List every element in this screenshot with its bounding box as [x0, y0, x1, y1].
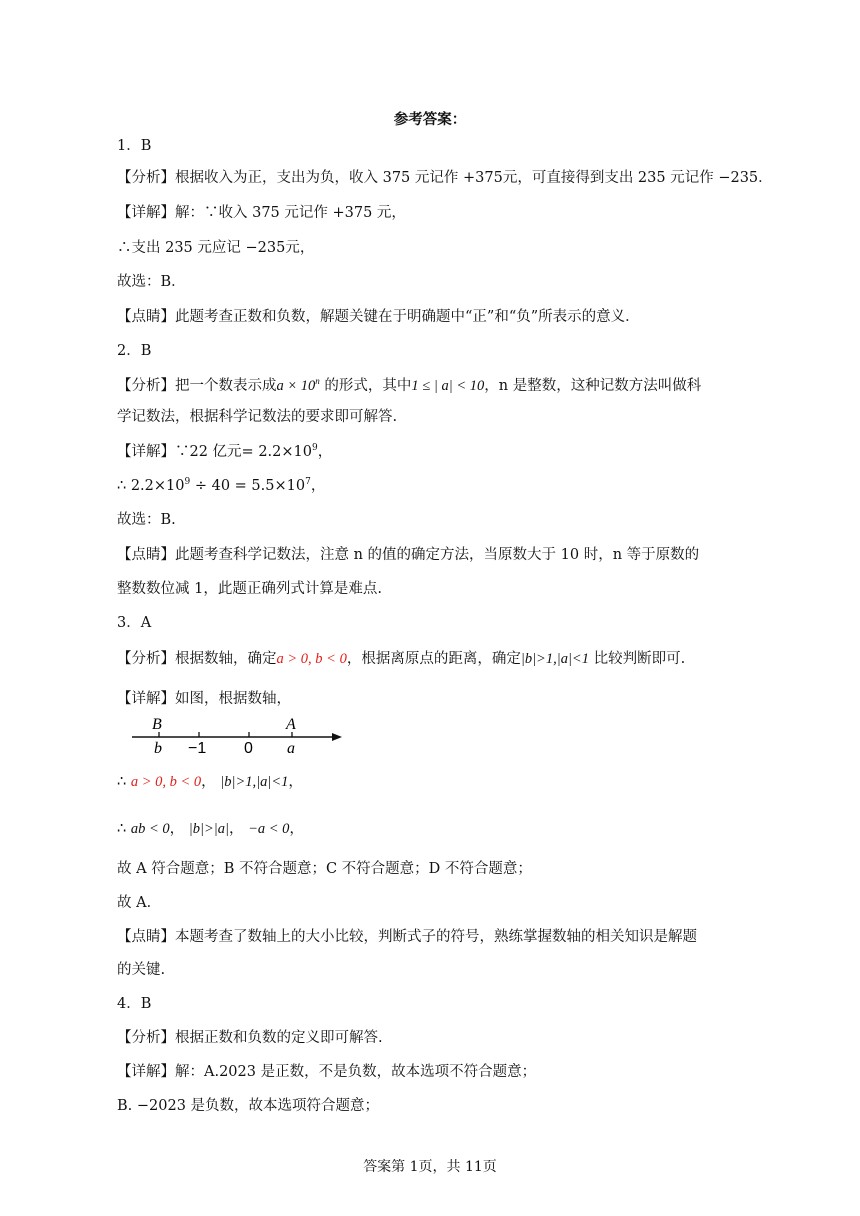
q3-number: 3．A	[117, 615, 152, 631]
page-footer: 答案第 1页，共 11页	[363, 1159, 497, 1175]
q3-step2: ∴ ab < 0， |b|>|a|， −a < 0，	[117, 821, 304, 837]
label-minus-1: −1	[188, 740, 207, 757]
q3-detail: 【详解】如图，根据数轴，	[117, 691, 291, 707]
q1-choose: 故选：B．	[117, 274, 186, 290]
page-title: 参考答案：	[393, 112, 467, 128]
label-B: B	[152, 716, 162, 733]
label-0: 0	[244, 740, 253, 757]
q3-options: 故 A 符合题意；B 不符合题意；C 不符合题意；D 不符合题意；	[117, 861, 532, 877]
q3-analysis: 【分析】根据数轴，确定a > 0, b < 0，根据离原点的距离，确定|b|>1,|a|<1 比较判断即可.	[117, 651, 686, 667]
q2-detail: 【详解】∵22 亿元= $2.2\times 10^9$，	[117, 443, 333, 460]
q4-analysis: 【分析】根据正数和负数的定义即可解答.	[117, 1030, 383, 1046]
q2-step: ∴ $2.2\times 10^9 \div 40 = 5.5\times 10^7$，	[117, 477, 326, 494]
q2-analysis-line1: 【分析】把一个数表示成$a \times 10^n$ 的形式，其中1 ≤ | a| < 10，n 是整数，这种记数方法叫做科	[117, 376, 702, 394]
label-a: a	[287, 740, 295, 757]
number-line-diagram	[128, 712, 348, 760]
q4-number: 4．B	[117, 996, 152, 1012]
q2-comment-line1: 【点睛】此题考查科学记数法，注意 n 的值的确定方法，当原数大于 10 时，n 等于原数的	[117, 547, 700, 563]
q3-comment-line1: 【点睛】本题考查了数轴上的大小比较，判断式子的符号，熟练掌握数轴的相关知识是解题	[117, 929, 697, 945]
q2-comment-line2: 整数数位减 1，此题正确列式计算是难点.	[117, 581, 382, 597]
q3-choose: 故 A．	[117, 895, 162, 911]
q2-number: 2．B	[117, 343, 152, 359]
q1-step: ∴支出 235 元应记 −235元，	[117, 240, 315, 256]
q1-number: 1．B	[117, 138, 152, 154]
q2-analysis-line2: 学记数法，根据科学记数法的要求即可解答.	[117, 409, 398, 425]
q3-step1: ∴ a > 0, b < 0， |b|>1,|a|<1，	[117, 774, 303, 790]
label-A: A	[286, 716, 296, 733]
label-b: b	[154, 740, 162, 757]
number-line-arrow	[332, 733, 342, 741]
q2-choose: 故选：B.	[117, 512, 176, 528]
q1-detail: 【详解】解：∵收入 375 元记作 +375 元，	[117, 205, 406, 221]
q4-option-b: B. −2023 是负数，故本选项符合题意；	[117, 1098, 380, 1114]
q1-comment: 【点睛】此题考查正数和负数，解题关键在于明确题中“正”和“负”所表示的意义．	[117, 309, 640, 325]
q3-comment-line2: 的关键.	[117, 962, 166, 978]
q1-analysis: 【分析】根据收入为正，支出为负，收入 375 元记作 +375元，可直接得到支出 235 元记作 −235．	[117, 170, 773, 186]
q4-detail: 【详解】解：A.2023 是正数，不是负数，故本选项不符合题意；	[117, 1064, 537, 1080]
